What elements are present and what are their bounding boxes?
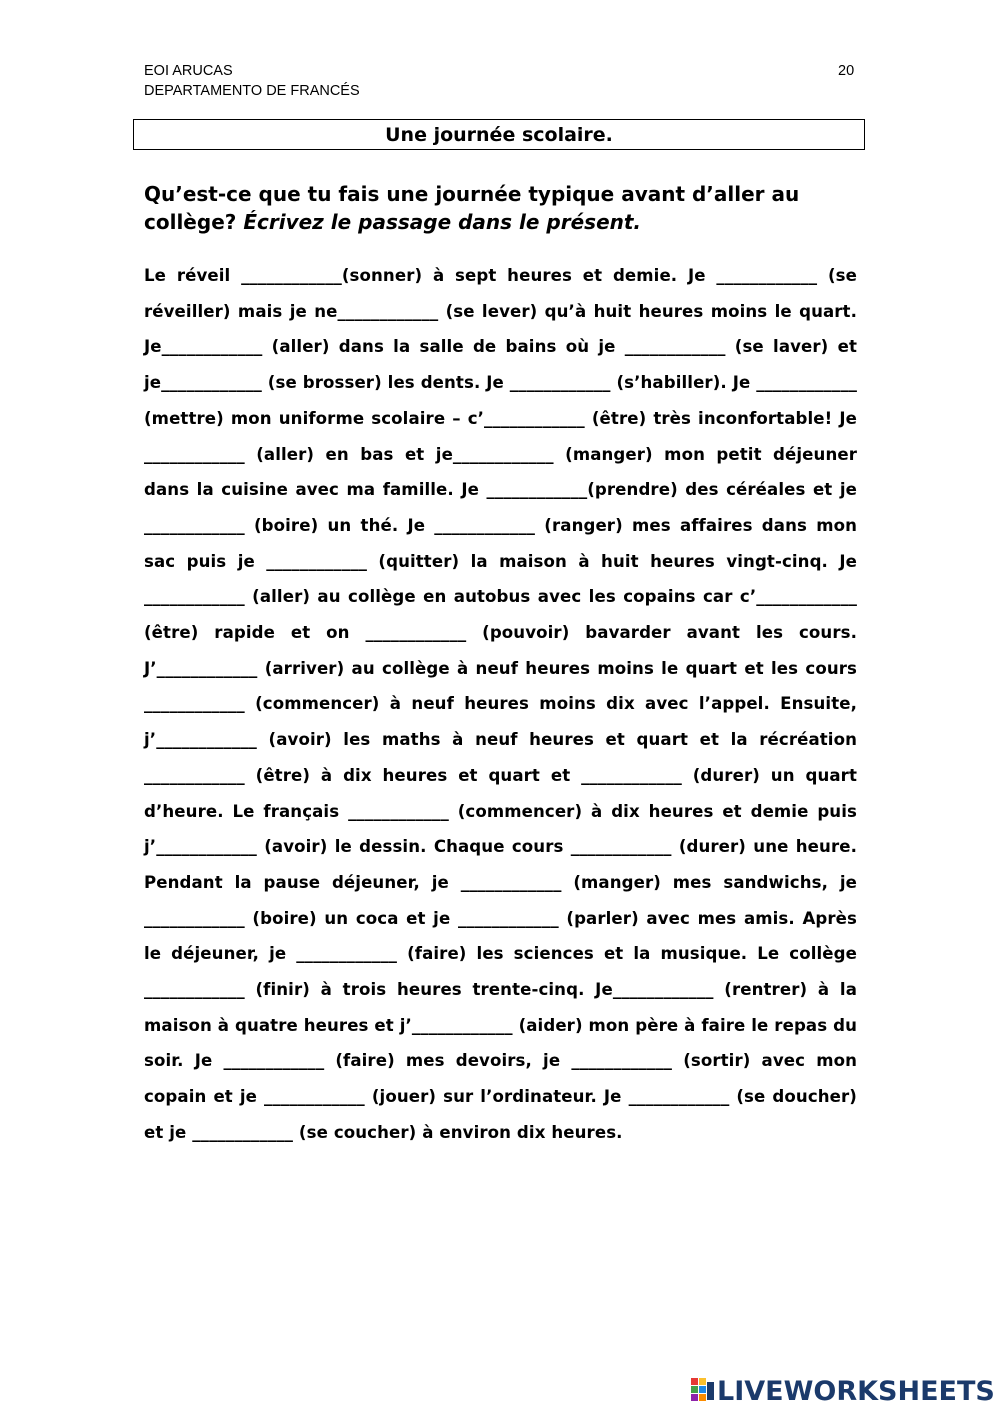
department-name: DEPARTAMENTO DE FRANCÉS	[144, 83, 360, 99]
page-number: 20	[838, 63, 855, 79]
question-block	[144, 180, 857, 236]
school-name: EOI ARUCAS	[144, 63, 233, 79]
question-text: Qu’est-ce que tu fais une journée typique avant d’aller au collège?	[144, 182, 800, 234]
liveworksheets-logo	[691, 1374, 995, 1408]
document-header	[144, 61, 360, 101]
worksheet-title: Une journée scolaire.	[133, 119, 865, 150]
exercise-passage: Le réveil ____________(sonner) à sept heures et demie. Je ____________ (se réveiller) mais je ne____________ (se lever) qu’à huit heures moins le quart. Je____________ (aller) dans la salle de bains où je ____________ (se laver) et je____________ (se brosser) les dents. Je ____________ (s’habiller). Je ____________ (mettre) mon uniforme scolaire – c’____________ (être) très inconfortable! Je ____________ (aller) en bas et je____________ (manger) mon petit déjeuner dans la cuisine avec ma famille. Je ____________(prendre) des céréales et je ____________ (boire) un thé. Je ____________ (ranger) mes affaires dans mon sac puis je ____________ (quitter) la maison à huit heures vingt-cinq. Je ____________ (aller) au collège en autobus avec les copains car c’____________ (être) rapide et on ____________ (pouvoir) bavarder avant les cours. J’____________ (arriver) au collège à neuf heures moins le quart et les cours ____________ (commencer) à neuf heures moins dix avec l’appel. Ensuite, j’____________ (avoir) les maths à neuf heures et quart et la récréation ____________ (être) à dix heures et quart et ____________ (durer) un quart d’heure. Le français ____________ (commencer) à dix heures et demie puis j’____________ (avoir) le dessin. Chaque cours ____________ (durer) une heure. Pendant la pause déjeuner, je ____________ (manger) mes sandwichs, je ____________ (boire) un coca et je ____________ (parler) avec mes amis. Après le déjeuner, je ____________ (faire) les sciences et la musique. Le collège ____________ (finir) à trois heures trente-cinq. Je____________ (rentrer) à la maison à quatre heures et j’____________ (aider) mon père à faire le repas du soir. Je ____________ (faire) mes devoirs, je ____________ (sortir) avec mon copain et je ____________ (jouer) sur l’ordinateur. Je ____________ (se doucher) et je ____________ (se coucher) à environ dix heures.	[144, 266, 857, 1142]
question-instruction: Écrivez le passage dans le présent.	[243, 210, 642, 234]
logo-text: LIVEWORKSHEETS	[717, 1375, 995, 1407]
liveworksheets-logo-icon	[691, 1378, 715, 1404]
